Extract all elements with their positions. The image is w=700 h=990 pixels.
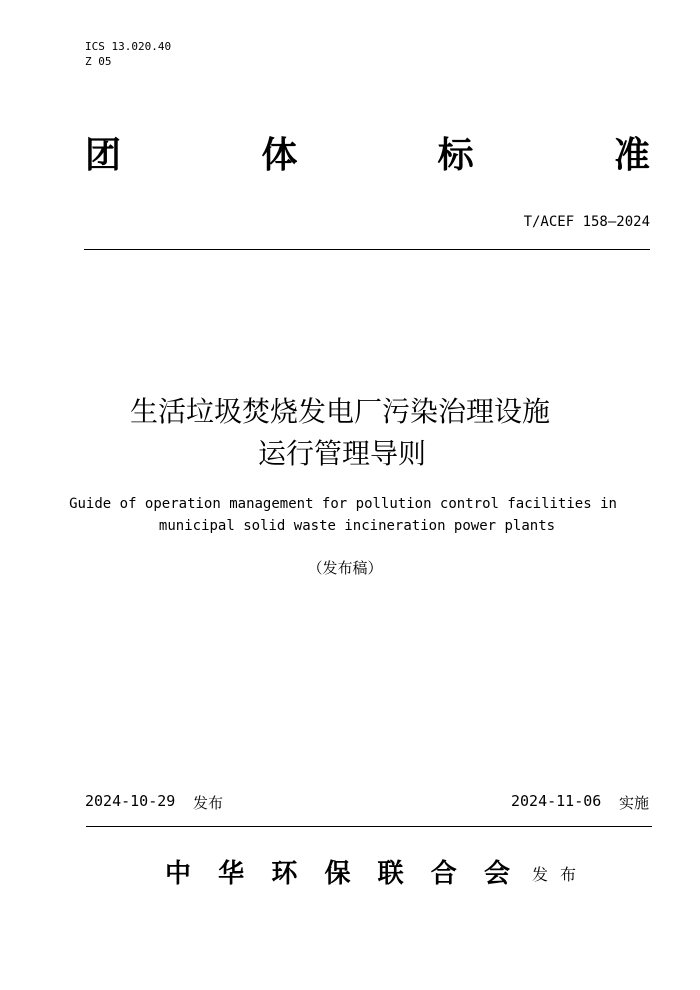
title-en-line1: Guide of operation management for pollution control facilities in bbox=[69, 496, 617, 512]
issuer-suffix-char: 发 bbox=[532, 865, 549, 884]
issuer-char: 联 bbox=[377, 859, 404, 889]
standard-type-heading bbox=[85, 128, 650, 176]
issuer-suffix bbox=[532, 862, 576, 885]
issuer-char: 环 bbox=[271, 859, 298, 889]
standard-type-char: 准 bbox=[613, 134, 650, 176]
implement-date: 2024-11-06 bbox=[511, 792, 602, 810]
issuer-suffix-char: 布 bbox=[559, 865, 576, 884]
standard-type-char: 团 bbox=[85, 134, 122, 176]
draft-status: （发布稿） bbox=[307, 559, 383, 577]
standard-number: T/ACEF 158—2024 bbox=[523, 214, 650, 230]
top-divider bbox=[84, 249, 650, 250]
publish-date: 2024-10-29 bbox=[85, 792, 176, 810]
standard-type-char: 体 bbox=[261, 134, 298, 176]
implement-label: 实施 bbox=[619, 794, 650, 812]
bottom-divider bbox=[86, 826, 652, 827]
title-en-line2: municipal solid waste incineration power plants bbox=[158, 518, 556, 534]
issuer-char: 中 bbox=[165, 859, 192, 889]
title-zh-line2: 运行管理导则 bbox=[257, 437, 426, 470]
publish-label: 发布 bbox=[193, 794, 224, 812]
ccs-code: Z 05 bbox=[85, 55, 112, 68]
ics-code: ICS 13.020.40 bbox=[85, 40, 172, 53]
standard-type-char: 标 bbox=[437, 134, 474, 176]
title-zh-line1: 生活垃圾焚烧发电厂污染治理设施 bbox=[129, 395, 550, 428]
issuer-char: 合 bbox=[430, 859, 457, 889]
issuer-char: 华 bbox=[218, 859, 245, 889]
issuer-char: 保 bbox=[324, 859, 351, 889]
issuer-char: 会 bbox=[483, 859, 510, 889]
issuer-name bbox=[165, 853, 510, 890]
